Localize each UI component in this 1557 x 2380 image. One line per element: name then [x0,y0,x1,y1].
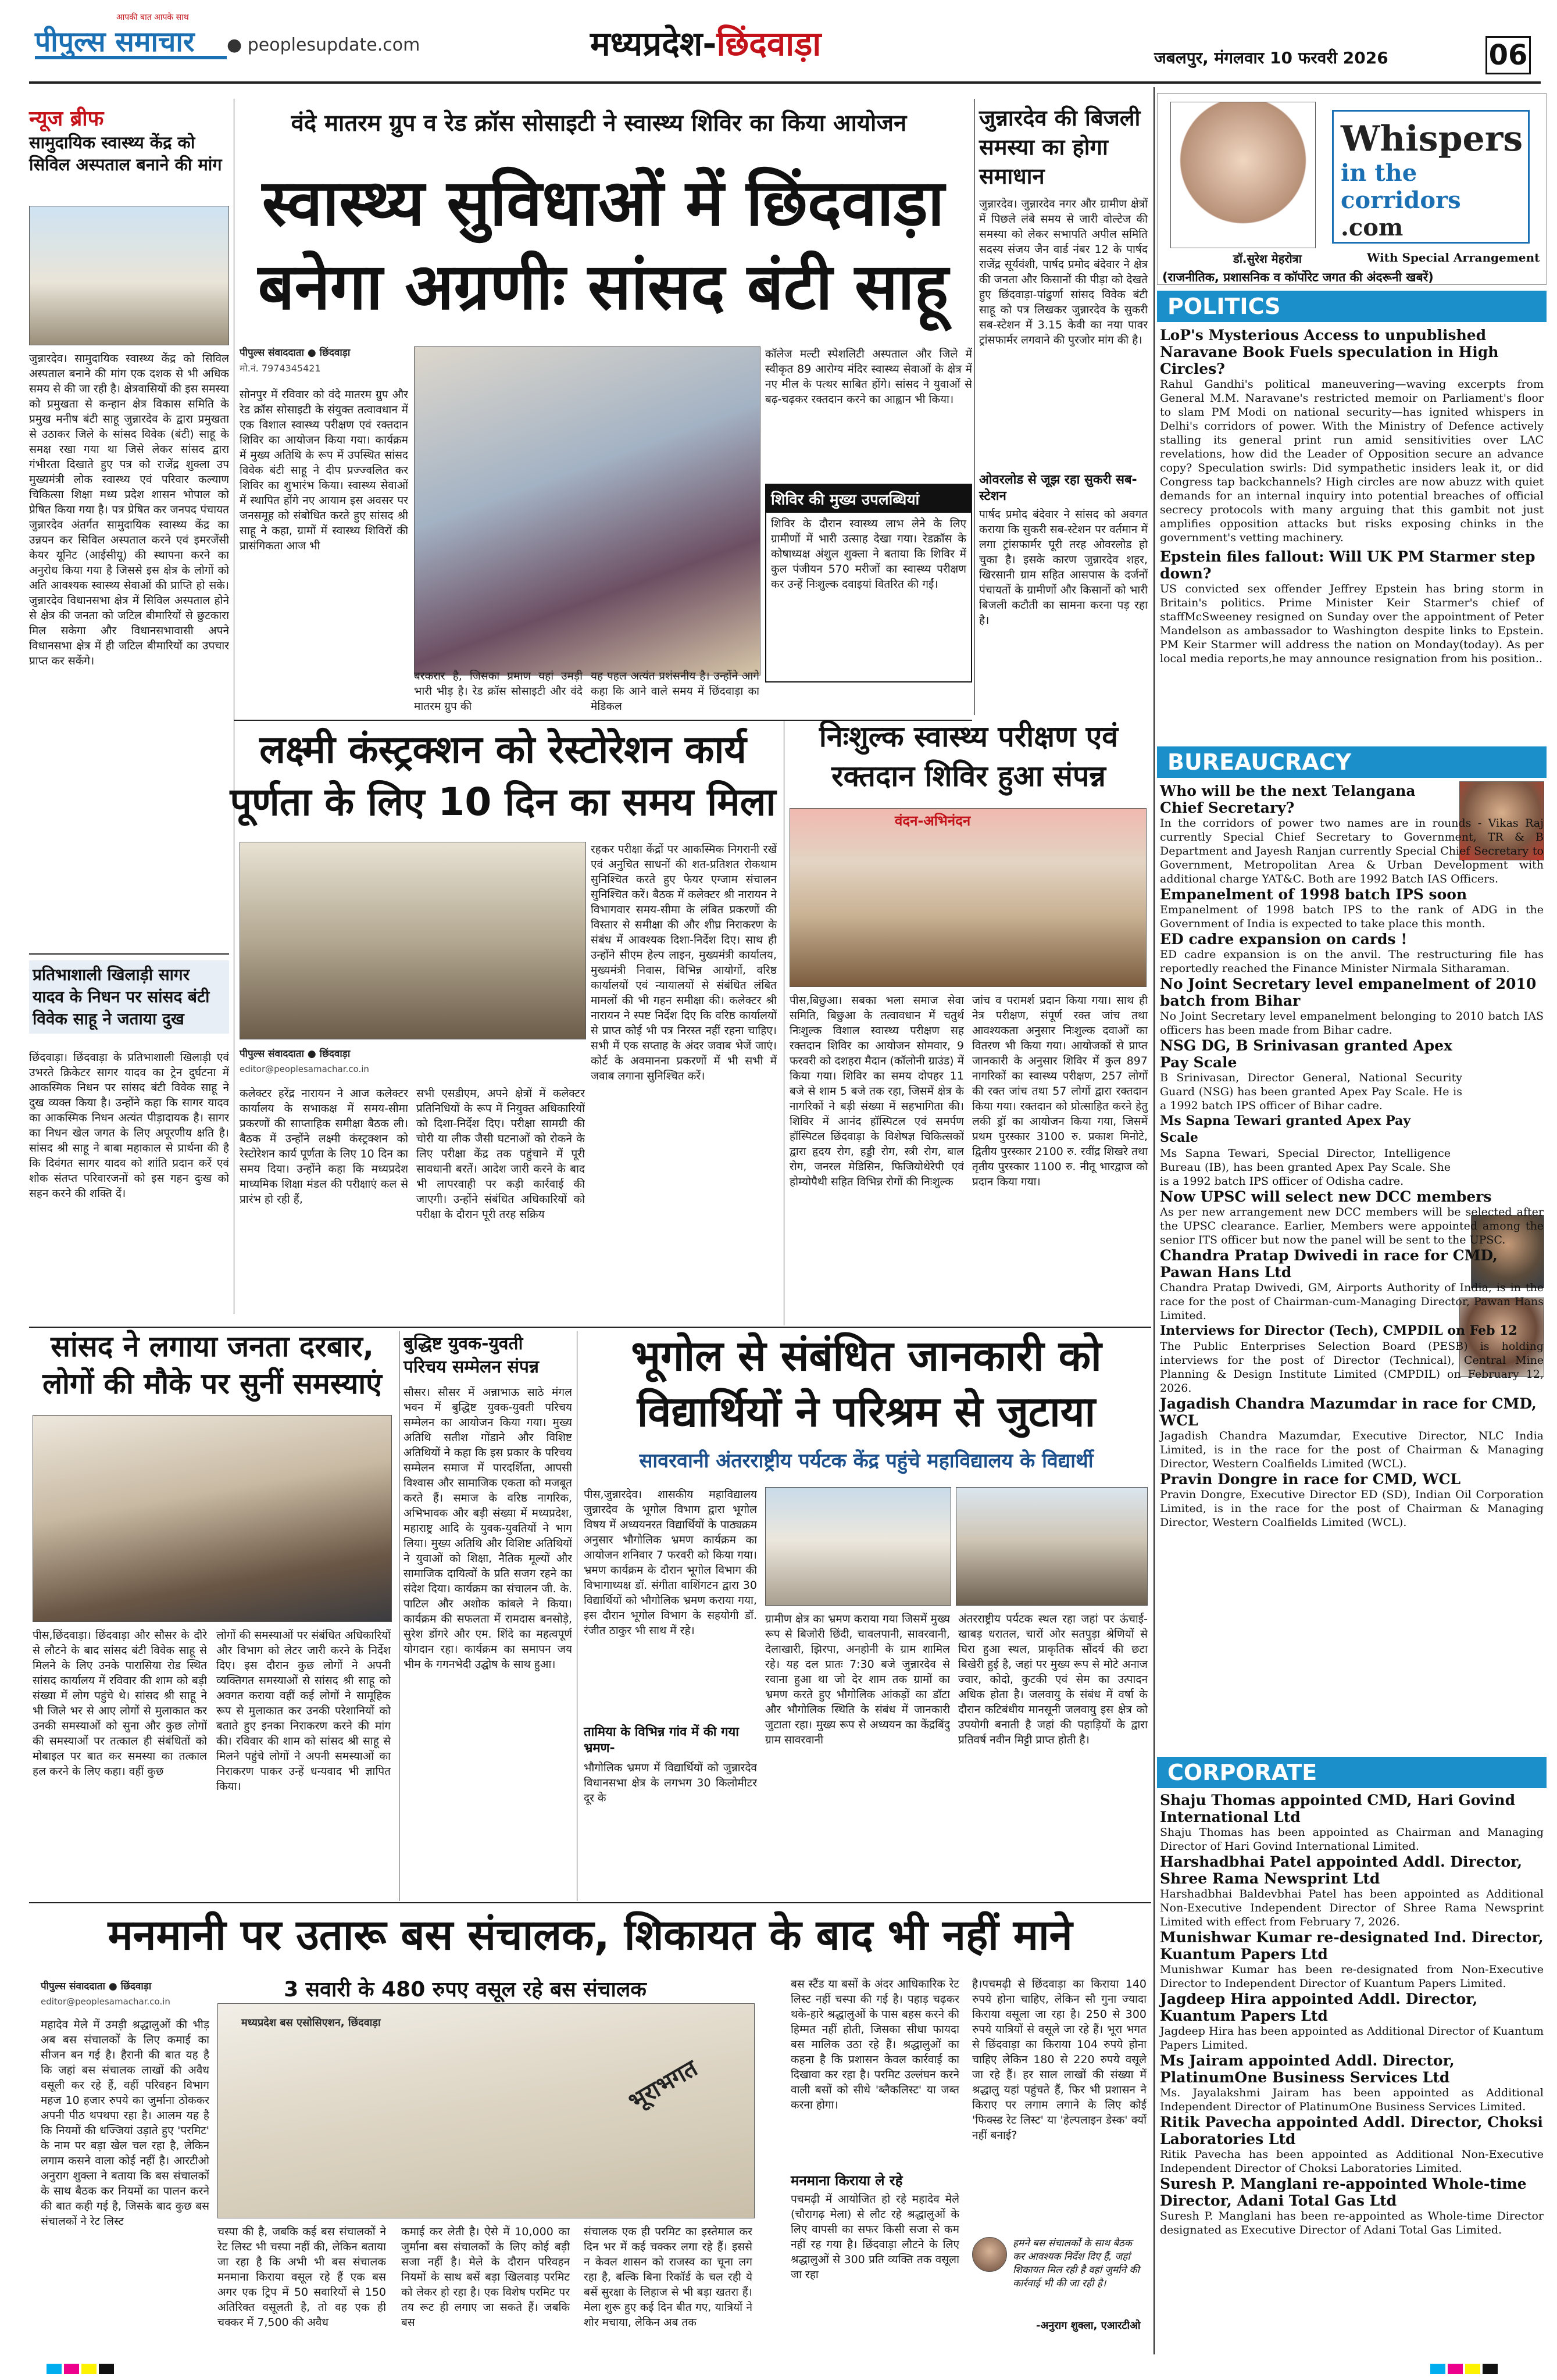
corporate-list [1160,1792,1544,2237]
corporate-7-body: Suresh P. Manglani has been re-appointed as Whole-time Director designated as Executive Director of Adani Total Gas Limited. [1160,2210,1544,2236]
lead-col-4: कॉलेज मल्टी स्पेशलिटी अस्पताल और जिले में स्वीकृत 89 आरोग्य मंदिर स्वास्थ्य सेवाओं के क्षेत्र में नए मील के पत्थर साबित होंगे। सांसद ने युवाओं से बढ़-चढ़कर रक्तदान करने का आह्वान भी किया। [765,348,972,406]
reg-magenta [64,2364,79,2374]
brief-1-body: जुन्नारदेव। सामुदायिक स्वास्थ्य केंद्र को सिविल अस्पताल बनाने की मांग एक दशक से भी अधिक समय से की जा रही है। क्षेत्रवासियों की इस समस्या को प्रमुखता से कन्हान क्षेत्र विकास समिति के प्रमुख मनीष बंटी साहू जुन्नारदेव के द्वारा प्रमुखता से उठाकर जिले के सांसद विवेक (बंटी) साहू के समक्ष रखा गया था जिसे लेकर सांसद द्वारा गंभीरता दिखाते हुए पत्र को राजेंद्र शुक्ला उप मुख्यमंत्री लोक स्वास्थ्य एवं परिवार कल्याण चिकित्सा शिक्षा मध्य प्रदेश शासन भोपाल को प्रेषित किया गया है। पत्र प्रेषित कर जनपद पंचायत जुन्नारदेव अंतर्गत सामुदायिक स्वास्थ्य केंद्र का उन्नयन कर सिविल अस्पताल करने एवं इमरजेंसी केयर यूनिट (आईसीयू) की स्थापना करने का अनुरोध किया गया है जिससे इस क्षेत्र के लोगों को अति आवश्यक स्वास्थ्य सेवाओं की प्राप्ति हो सके। जुन्नारदेव विधानसभा क्षेत्र में सिविल अस्पताल होने से क्षेत्र की जनता को जटिल बीमारियों से छुटकारा मिल सकेगा और विधानसभावासी अपने विधानसभा क्षेत्र में ही जटिल बीमारियों का उपचार प्राप्त कर सकेंगे। [29,352,229,667]
rto-photo [972,2237,1007,2272]
bhugol-subhead: तामिया के विभिन्न गांव में की गया भ्रमण- [584,1725,739,1756]
blood-photo [790,808,1147,987]
whispers-logo-3: .com [1341,214,1404,241]
page-number [1485,36,1531,74]
politics-1-title: LoP's Mysterious Access to unpublished Naravane Book Fuels speculation in High Circles? [1160,327,1499,377]
bhugol-col-2: ग्रामीण क्षेत्र का भ्रमण कराया गया जिसमें मुख्य रूप से बिजोरी छिंदी, चावलपानी, सावरवानी, देलाखारी, झिरपा, अनहोनी के ग्राम शामिल रहे। यह दल प्रातः 7:30 बजे जुन्नारदेव से रवाना हुआ था जो देर शाम तक ग्रामों का भ्रमण करते हुए भौगोलिक आंकड़ों का डॉटा और भौगोलिक स्थिति के संबंध में जानकारी जुटाता रहा। मुख्य रूप से अध्ययन का केंद्रबिंदु ग्राम सावरवानी [765,1613,950,1746]
reg-black [99,2364,114,2374]
website: ● peoplesupdate.com [227,35,420,55]
lead-col-3: यह पहल अत्यंत प्रशंसनीय है। उन्होंने आगे कहा कि आने वाले समय में छिंदवाड़ा का मेडिकल [591,670,759,713]
corporate-4-body: Jagdeep Hira has been appointed as Additional Director of Kuantum Papers Limited. [1160,2025,1544,2052]
lakshmi-email: editor@peoplesamachar.co.in [240,1064,369,1074]
whispers-logo [1332,110,1530,244]
bus-byline: पीपुल्स संवाददाता ● छिंदवाड़ा [41,1981,152,1992]
bus-col-5b: पचमढ़ी में आयोजित हो रहे महादेव मेले (चौरागढ़ मेला) से लौट रहे श्रद्धालुओं के लिए वापसी का सफर किसी सजा से कम नहीं रह गया है। छिंदवाड़ा लौटने के लिए श्रद्धालुओं से 300 प्रति व्यक्ति तक वसूला जा रहा [791,2193,959,2281]
logo-text: पीपुल्स समाचार [35,26,195,58]
bus-quote-text: हमने बस संचालकों के साथ बैठक कर आवश्यक निर्देश दिए हैं, जहां शिकायत मिल रही है वहां जुर्माने की कार्रवाई भी की जा रही है। [1013,2238,1140,2289]
lead-col-1: सोनपुर में रविवार को वंदे मातरम ग्रुप और रेड क्रॉस सोसाइटी के संयुक्त तत्वावधान में एक विशाल स्वास्थ्य परीक्षण एवं रक्तदान शिविर का आयोजन किया गया। कार्यक्रम में मुख्य अतिथि के रूप में उपस्थित सांसद विवेक बंटी साहू ने दीप प्रज्ज्वलित कर शिविर का शुभारंभ किया। स्वास्थ्य सेवाओं में स्थापित होंगे नए आयाम इस अवसर पर जनसमूह को संबोधित करते हुए सांसद श्री साहू ने कहा, ग्रामों में स्वास्थ्य शिविरों की प्रासंगिकता आज भी [240,388,408,552]
darbar-headline-1: सांसद ने लगाया जनता दरबार, [51,1330,374,1363]
blood-col-2: जांच व परामर्श प्रदान किया गया। साथ ही नेत्र परीक्षण, संपूर्ण रक्त जांच तथा आवश्यकता अनुसार निःशुल्क दवाओं का वितरण भी किया गया। आयोजकों से प्राप्त जानकारी के अनुसार शिविर में कुल 897 नागरिकों का स्वास्थ्य परीक्षण, 257 लोगों की रक्त जांच तथा 57 लोगों द्वारा रक्तदान किया गया। रक्तदान को प्रोत्साहित करने हेतु लकी ड्रॉ का आयोजन किया गया, जिसमें प्रथम पुरस्कार 3100 रु. प्रकाश मिनोटे, द्वितीय पुरस्कार 2100 रु. रवींद्र शिखरे तथा तृतीय पुरस्कार 1100 रु. नीतू भारद्वाज को प्रदान किया गया। [972,994,1148,1188]
lakshmi-col-1: कलेक्टर हरेंद्र नारायन ने आज कलेक्टर कार्यालय के सभाकक्ष में समय-सीमा प्रकरणों की साप्ताहिक समीक्षा बैठक ली। बैठक में उन्होंने लक्ष्मी कंस्ट्रक्शन को रेस्टोरेशन कार्य पूर्णता के लिए 10 दिन का समय दिया। उन्होंने कहा कि मध्यप्रदेश माध्यमिक शिक्षा मंडल की परीक्षाएं कल से प्रारंभ हो रही हैं, [240,1087,408,1206]
brief-divider [29,953,229,955]
columnist-photo [1170,102,1316,248]
news-brief-label: न्यूज ब्रीफ [29,107,104,131]
lakshmi-col-2b: सभी एसडीएम, अपने क्षेत्रों में कलेक्टर प्रतिनिधियों के रूप में नियुक्त अधिकारियों को दिशा-निर्देश दिए। परीक्षा सामग्री की चोरी या लीक जैसी घटनाओं को रोकने के लिए परीक्षा केंद्र तक पहुंचाने में पूरी सावधानी बरतें। आदेश जारी करने के बाद भी लापरवाही पर कड़ी कार्रवाई की जाएगी। उन्होंने संबंधित अधिकारियों को परीक्षा के दौरान पूरी तरह सक्रिय [416,1087,585,1221]
brief-1-title: सामुदायिक स्वास्थ्य केंद्र को सिविल अस्पताल बनाने की मांग [29,133,222,174]
section-title: मध्यप्रदेश-छिंदवाड़ा [590,24,822,63]
bus-col-5: बस स्टैंड या बसों के अंदर आधिकारिक रेट लिस्ट नहीं चस्पा की गई है। पहाड़ चढ़कर थके-हारे श्रद्धालुओं के पास बहस करने की हिम्मत नहीं होती, जिसका सीधा फायदा बस मालिक उठा रहे हैं। श्रद्धालुओं का कहना है कि प्रशासन केवल कार्रवाई का दिखावा कर रहा है। परमिट उल्लंघन करने वाली बसों को सीधे 'ब्लैकलिस्ट' या जब्त करना होगा। [791,1978,959,2111]
lead-mobile: मो.नं. 7974345421 [240,363,321,374]
bhugol-photo-2 [956,1487,1148,1606]
lead-byline-name: पीपुल्स संवाददाता [240,347,304,359]
bus-email: editor@peoplesamachar.co.in [41,1996,170,2007]
lead-box-title: शिविर की मुख्य उपलब्धियां [766,485,971,513]
corporate-2-title: Harshadbhai Patel appointed Addl. Director, Shree Rama Newsprint Ltd [1160,1853,1523,1887]
columnist-name: डॉ.सुरेश मेहरोत्रा [1233,252,1302,266]
reg-cyan-2 [1430,2364,1445,2374]
bureaucracy-11-title: Pravin Dongre in race for CMD, WCL [1160,1471,1461,1488]
darbar-col-2: लोगों की समस्याओं पर संबंधित अधिकारियों और विभाग को लेटर जारी करने के निर्देश दिए। इस दौरान कुछ लोगों ने अपनी व्यक्तिगत समस्याओं से सांसद श्री साहू को अवगत कराया वहीं कई लोगों ने सामूहिक रूप से मुलाकात कर उनकी परेशानियों को बताते हुए इनका निराकरण करने की मांग की। रविवार की शाम को सांसद श्री साहू से मिलने पहुंचे लोगों ने अपनी समस्याओं का निराकरण पाकर उन्हें धन्यवाद भी ज्ञापित किया। [216,1629,391,1793]
lead-photo [414,346,760,676]
yuvak-body: सौसर। सौसर में अन्नाभाऊ साठे मंगल भवन में बुद्धिष्ट युवक-युवती परिचय सम्मेलन का आयोजन किया गया। मुख्य अतिथि सतीश गोंडाने और विशिष्ट अतिथियों ने कहा कि इस प्रकार के परिचय सम्मेलन समाज में पारदर्शिता, आपसी विश्वास और सामाजिक एकता को मजबूत करते हैं। समाज के वरिष्ठ नागरिक, अभिभावक और बड़ी संख्या में मध्यप्रदेश, महाराष्ट्र आदि के युवक-युवतियों ने भाग लिया। मुख्य अतिथि और विशिष्ट अतिथियों ने युवाओं को शिक्षा, नैतिक मूल्यों और सामाजिक दायित्वों के प्रति सजग रहने का संदेश दिया। कार्यक्रम का संचालन जी. के. पाटिल और अशोक कांबले ने किया। कार्यक्रम की सफलता में रामदास बनसोड़े, सुरेश डोंगरे और एम. शिंदे का महत्वपूर्ण योगदान रहा। कार्यक्रम का समापन जय भीम के गगनभेदी उद्घोष के साथ हुआ। [403,1386,572,1671]
lead-box-body: शिविर के दौरान स्वास्थ्य लाभ लेने के लिए ग्रामीणों में भारी उत्साह देखा गया। रेडक्रॉस के कोषाध्यक्ष अंशुल शुक्ला ने बताया कि शिविर में कुल पंजीयन 570 मरीजों का स्वास्थ्य परीक्षण कर उन्हें निःशुल्क दवाइयां वितरित की गईं। [771,517,966,591]
bus-quote-by: -अनुराग शुक्ला, एआरटीओ [1036,2320,1141,2332]
lead-byline: पीपुल्स संवाददाता ● छिंदवाड़ा [240,347,351,359]
bureaucracy-7-body: As per new arrangement new DCC members will be selected after the UPSC clearance. Earlier, Members were appointed among the senior ITS officer but now the panel will be sent to the UPSC. [1160,1206,1544,1246]
corporate-6-title: Ritik Pavecha appointed Addl. Director, Choksi Laboratories Ltd [1160,2114,1543,2147]
bureaucracy-6-title: Ms Sapna Tewari granted Apex Pay Scale [1160,1113,1411,1145]
corporate-1-body: Shaju Thomas has been appointed as Chairman and Managing Director of Hari Govind International Limited. [1160,1826,1544,1853]
brief-2-title: प्रतिभाशाली खिलाड़ी सागर यादव के निधन पर सांसद बंटी विवेक साहू ने जताया दुख [29,960,229,1034]
bureaucracy-5-title: NSG DG, B Srinivasan granted Apex Pay Scale [1160,1037,1452,1071]
bus-quote [972,2237,1147,2336]
bureaucracy-10-title: Jagadish Chandra Mazumdar in race for CMD, WCL [1160,1395,1537,1429]
bhugol-col-1: पीस,जुन्नारदेव। शासकीय महाविद्यालय जुन्नारदेव के भूगोल विभाग द्वारा भूगोल विषय में अध्ययनरत विद्यार्थियों के पाठ्यक्रम अनुसार भौगोलिक भ्रमण कार्यक्रम का आयोजन शनिवार 7 फरवरी को किया गया। भ्रमण कार्यक्रम के दौरान भूगोल विभाग की विभागाध्यक्ष डॉ. संगीता वाशिंगटन द्वारा 30 विद्यार्थियों को भौगोलिक भ्रमण कराया गया, इस दौरान भूगोल विभाग के सहयोगी डॉ. रंजीत ठाकुर भी साथ में रहे। [584,1488,757,1637]
bus-headline: मनमानी पर उतारू बस संचालक, शिकायत के बाद भी नहीं माने [108,1910,1073,1959]
lakshmi-byline: पीपुल्स संवाददाता ● छिंदवाड़ा [240,1048,351,1060]
corporate-2-body: Harshadbhai Baldevbhai Patel has been appointed as Additional Non-Executive Independent Director of Shree Rama Newsprint Limited with effect from February 7, 2026. [1160,1888,1544,1928]
bureaucracy-1-body: In the corridors of power two names are in rounds - Vikas Raj currently Special Chief Secretary to Government, TR & B Department and Jayesh Ranjan currently Special Chief Secretary to Government, Metropolitan Area & Urban Development with additional charge YAT&C. Both are 1992 Batch IAS Officers. [1160,817,1544,885]
reg-magenta-2 [1448,2364,1463,2374]
bureaucracy-3-title: ED cadre expansion on cards ! [1160,931,1408,948]
lead-byline-place: छिंदवाड़ा [319,347,351,359]
bureaucracy-label: BUREAUCRACY [1157,746,1547,778]
bureaucracy-9-body: The Public Enterprises Selection Board (PESB) is holding interviews for the post of Director (Technical), Central Mine Planning & Design Institute Limited (CMPDIL) on February 12, 2026. [1160,1340,1544,1395]
blood-col-1: पीस,बिछुआ। सबका भला समाज सेवा समिति, बिछुआ के तत्वावधान में चतुर्थ निःशुल्क विशाल स्वास्थ्य परीक्षण सह रक्तदान शिविर का आयोजन सोमवार, 9 फरवरी को दशहरा मैदान (कॉलोनी ग्राउंड) में किया गया। शिविर का समय दोपहर 11 बजे से शाम 5 बजे तक रहा, जिसमें क्षेत्र के नागरिकों ने बड़ी संख्या में सहभागिता की। शिविर में आनंद हॉस्पिटल एवं समर्पण हॉस्पिटल छिंदवाड़ा के विशेषज्ञ चिकित्सकों द्वारा हृदय रोग, हड्डी रोग, स्त्री रोग, बाल रोग, जनरल मेडिसिन, फिजियोथेरेपी एवं होम्योपैथी सहित विभिन्न रोगों की निःशुल्क [790,994,964,1188]
bus-byline-name: पीपुल्स संवाददाता [41,1981,105,1992]
bhugol-headline-2: विद्यार्थियों ने परिश्रम से जुटाया [637,1387,1096,1436]
lead-headline-1: स्वास्थ्य सुविधाओं में छिंदवाड़ा [262,166,945,240]
section-state: मध्यप्रदेश [590,24,703,63]
reg-yellow [81,2364,97,2374]
bus-col-4: संचालक एक ही परमिट का इस्तेमाल कर दिन भर में कई चक्कर लगा रहे हैं। इससे न केवल शासन को राजस्व का चूना लग रहा है, बल्कि बिना रिकॉर्ड के चल रही ये बसें सुरक्षा के लिहाज से भी बड़ा खतरा हैं। मेला शुरू हुए कई दिन बीत गए, यात्रियों ने शोर मचाया, लेकिन अब तक [584,2225,752,2329]
bus-sign-text: भूराभगत [624,2054,702,2115]
lakshmi-col-3: रहकर परीक्षा केंद्रों पर आकस्मिक निगरानी रखें एवं अनुचित साधनों की शत-प्रतिशत रोकथाम सुनिश्चित करते हुए फेयर एग्जाम संचालन सुनिश्चित करें। बैठक में कलेक्टर श्री नारायन ने विभागवार समय-सीमा के लंबित प्रकरणों की विस्तार से समीक्षा की और शीघ्र निराकरण के संबंध में आवश्यक दिशा-निर्देश दिए। साथ ही उन्होंने सीएम हेल्प लाइन, मुख्यमंत्री कार्यालय, मुख्यमंत्री निवास, विभिन्न आयोगों, वरिष्ठ कार्यालयों एवं न्यायालयों से संबंधित लंबित मामलों की भी गहन समीक्षा की। कलेक्टर श्री नारायन ने स्पष्ट निर्देश दिए कि वरिष्ठ कार्यालयों से प्राप्त कोई भी पत्र निरस्त नहीं रहना चाहिए। सभी में एक सप्ताह के अंदर जवाब भेजें जाएं। कोर्ट के अवमानना प्रकरणों में भी सभी में जवाब लगाना सुनिश्चित करें। [591,843,777,1082]
section-district: छिंदवाड़ा [716,24,822,63]
lower-rule [29,1902,1151,1903]
website-text: peoplesupdate.com [247,35,420,55]
bureaucracy-2-title: Empanelment of 1998 batch IPS soon [1160,886,1467,903]
lakshmi-byline-place: छिंदवाड़ा [319,1048,351,1060]
corporate-7-title: Suresh P. Manglani re-appointed Whole-time Director, Adani Total Gas Ltd [1160,2175,1527,2209]
bus-col-3: कमाई कर लेती है। ऐसे में 10,000 का जुर्माना बस संचालकों के लिए कोई बड़ी सजा नहीं है। मेले के दौरान परिवहन नियमों के साथ बसें बड़ा खिलवाड़ परमिट को लेकर हो रहा है। एक विशेष परमिट पर तय रूट ही लगाए जा सकते हैं। जबकि बस [401,2225,570,2329]
corporate-6-body: Ritik Pavecha has been appointed as Additional Non-Executive Independent Director of Choksi Laboratories Limited. [1160,2148,1544,2175]
lead-col-2: बरकरार है, जिसका प्रमाण यहां उमड़ी भारी भीड़ है। रेड क्रॉस सोसाइटी और वंदे मातरम ग्रुप की [414,670,583,713]
politics-label: POLITICS [1157,291,1547,322]
reg-black-2 [1483,2364,1498,2374]
bus-subhead: मनमाना किराया ले रहे [791,2172,903,2189]
politics-2-body: US convicted sex offender Jeffrey Epstein has bring storm in Britain's politics. Prime Minister Keir Starmer's chief of staffMcSweeney resigned on Sunday over the appointment of Peter Mandelson as ambassador to Washington despite links to Epstein. PM Keir Starmer will address the nation on Monday(today). As per local media reports,he may announce resignation from his position.. [1160,583,1544,665]
bhugol-photo-1 [765,1487,951,1606]
whispers-logo-1: Whispers [1341,119,1523,159]
bus-col-2: चस्पा की है, जबकि कई बस संचालकों ने रेट लिस्ट भी चस्पा नहीं की, लेकिन बताया जा रहा है कि अभी भी बस संचालक मनमाना किराया वसूल रहे हैं एक बस अगर एक ट्रिप में 50 सवारियों से 150 अतिरिक्त वसूलती है, तो वह एक ही चक्कर में 7,500 की अवैध [217,2225,386,2329]
corporate-label: CORPORATE [1157,1757,1547,1788]
bureaucracy-9-title: Interviews for Director (Tech), CMPDIL on Feb 12 [1160,1323,1517,1338]
bus-col-1: महादेव मेले में उमड़ी श्रद्धालुओं की भीड़ अब बस संचालकों के लिए कमाई का सीजन बन गई है। हैरानी की बात यह है कि जहां बस संचालक लाखों की अवैध वसूली कर रहे हैं, वहीं परिवहन विभाग महज 10 हजार रुपये का जुर्माना ठोककर अपनी पीठ थपथपा रहा है। आलम यह है कि नियमों की धज्जियां उड़ाते हुए 'परमिट' के नाम पर बड़ा खेल चल रहा है, लेकिन लगाम कसने वाला कोई नहीं है। आरटीओ अनुराग शुक्ला ने बताया कि बस संचालकों के साथ बैठक कर नियमों का पालन करने की बात कही गई है, जिसके बाद कुछ बस संचालकों ने रेट लिस्ट [41,2018,209,2228]
masthead-rule [29,81,1541,84]
reg-yellow-2 [1465,2364,1480,2374]
bureaucracy-3-body: ED cadre expansion is on the anvil. The restructuring file has reportedly reached the Finance Minister Nirmala Sitharaman. [1160,948,1544,975]
col-rule-power [974,99,975,715]
whispers-logo-2: in the corridors [1341,159,1461,214]
issue-date: जबलपुर, मंगलवार 10 फरवरी 2026 [1154,48,1388,67]
corporate-1-title: Shaju Thomas appointed CMD, Hari Govind International Ltd [1160,1792,1516,1825]
yuvak-headline-2: परिचय सम्मेलन संपन्न [403,1357,540,1377]
power-body-2: पार्षद प्रमोद बंदेवार ने सांसद को अवगत कराया कि सुकरी सब-स्टेशन पर वर्तमान में लगा ट्रांसफार्मर पूरी तरह ओवरलोड हो चुका है। इसके कारण जुन्नारदेव शहर, खिरसानी ग्राम सहित आसपास के दर्जनों पंचायतों के ग्रामीणों और किसानों को भारी बिजली कटौती का सामना करना पड़ रहा है। [979,508,1148,627]
yuvak-headline-1: बुद्धिष्ट युवक-युवती [403,1334,523,1354]
lakshmi-byline-name: पीपुल्स संवाददाता [240,1048,304,1060]
lead-highlight-box [765,484,972,682]
lakshmi-headline-1: लक्ष्मी कंस्ट्रक्शन को रेस्टोरेशन कार्य [259,727,747,772]
corporate-5-title: Ms Jairam appointed Addl. Director, PlatinumOne Business Services Ltd [1160,2052,1455,2086]
bureaucracy-1-title: Who will be the next Telangana Chief Secretary? [1160,782,1416,816]
blood-headline-2: रक्तदान शिविर हुआ संपन्न [831,759,1106,793]
bureaucracy-5-body: B Srinivasan, Director General, National Security Guard (NSG) has been granted Apex Pay Scale. He is a 1992 batch IPS officer of Bihar cadre. [1160,1071,1462,1112]
bureaucracy-6-body: Ms Sapna Tewari, Special Director, Intelligence Bureau (IB), has been granted Apex Pay Scale. She is a 1992 batch IPS officer of Odisha cadre. [1160,1147,1451,1188]
bhugol-headline-1: भूगोल से संबंधित जानकारी को [631,1331,1102,1380]
brief-1-photo [29,206,229,345]
bhugol-col-3: अंतरराष्ट्रीय पर्यटक स्थल रहा जहां पर ऊंचाई-खाबड़ धरातल, चारों ओर सतपुड़ा श्रेणियों से घिरा हुआ स्थल, प्राकृतिक सौंदर्य की छटा बिखेरी हुई है, जहां पर मुख्य रूप से मोटे अनाज ज्वार, कोदो, कुटकी एवं सेम का उत्पादन अधिक होता है। जलवायु के संबंध में वर्षा के दौरान कटिबंधीय मानसूनी जलवायु इस क्षेत्र को उपयोगी बनाती है जहां की पहाड़ियों के द्वारा प्रतिवर्ष नवीन मिट्टी प्राप्त होती है। [958,1613,1148,1746]
bureaucracy-4-title: No Joint Secretary level empanelment of 2010 batch from Bihar [1160,975,1537,1009]
corporate-4-title: Jagdeep Hira appointed Addl. Director, Kuantum Papers Ltd [1160,1991,1478,2024]
bus-kicker: 3 सवारी के 480 रुपए वसूल रहे बस संचालक [284,1978,647,2002]
bus-col-6: है।पचमढ़ी से छिंदवाड़ा का किराया 140 रुपये होना चाहिए, लेकिन सौ गुना ज्यादा किराया वसूला जा रहा है। 250 से 300 रुपये यात्रियों से वसूले जा रहे हैं। भूरा भगत से छिंदवाड़ा का किराया 104 रुपये होना चाहिए लेकिन 180 से 220 रुपये वसूले जा रहे हैं। हर साल लाखों की संख्या में श्रद्धालु यहां पहुंचते हैं, फिर भी प्रशासन ने किराए पर लगाम लगाने के लिए कोई 'फिक्स्ड रेट लिस्ट' या 'हेल्पलाइन डेस्क' क्यों नहीं बनाई? [972,1978,1147,2142]
whispers-arrangement: With Special Arrangement [1367,251,1540,265]
bureaucracy-2-body: Empanelment of 1998 batch IPS to the rank of ADG in the Government of India is expected to take place this month. [1160,903,1544,930]
bus-byline-place: छिंदवाड़ा [120,1981,152,1992]
politics-1-body: Rahul Gandhi's political maneuvering—waving excerpts from General M.M. Naravane's restricted memoir on Parliament's floor to slam PM Modi on national security—has ignited whispers in Delhi's corridors of power. With the Ministry of Defence actively stalling its general print run amid sensitivities over LAC revelations, how did the Leader of Opposition secure an advance copy? Speculation swirls: Did sympathetic insiders leak it, or did Congress tap backchannels? High circles are now abuzz with quiet demands for an internal inquiry into potential breaches of official secrecy protocols with many arguing that this gambit not just amplifies opposition attacks but risks exposing chinks in the government's vetting machinery. [1160,378,1544,544]
corporate-3-body: Munishwar Kumar has been re-designated from Non-Executive Director to Independent Director of Kuantum Papers Limited. [1160,1963,1544,1990]
darbar-photo [33,1415,392,1622]
bureaucracy-4-body: No Joint Secretary level empanelment belonging to 2010 batch IAS officers has been made from Bihar cadre. [1160,1010,1544,1037]
lead-kicker: वंदे मातरम ग्रुप व रेड क्रॉस सोसाइटी ने स्वास्थ्य शिविर का किया आयोजन [291,110,907,137]
bureaucracy-10-body: Jagadish Chandra Mazumdar, Executive Director, NLC India Limited, is in the race for the post of Chairman & Managing Director, Western Coalfields Limited (WCL). [1160,1430,1544,1470]
bureaucracy-8-title: Chandra Pratap Dwivedi in race for CMD, Pawan Hans Ltd [1160,1247,1498,1281]
reg-cyan [47,2364,62,2374]
whispers-tagline: (राजनीतिक, प्रशासनिक व कॉर्पोरेट जगत की अंदरूनी खबरें) [1162,270,1434,284]
whispers-header [1157,93,1547,285]
bureaucracy-list [1160,782,1544,1530]
col-rule-right [1154,87,1155,2354]
power-body: जुन्नारदेव। जुन्नारदेव नगर और ग्रामीण क्षेत्रों में पिछले लंबे समय से जारी वोल्टेज की समस्या को लेकर सभापति अपील समिति सदस्य संजय जैन वार्ड नंबर 12 के पार्षद राजेंद्र सूर्यवंशी, पार्षद प्रमोद बंदेवार ने क्षेत्र की जनता और किसानों की पीड़ा को देखते हुए छिंदवाड़ा-पांढुर्णा सांसद विवेक बंटी साहू को पत्र लिखकर जुन्नारदेव के सुकरी सब-स्टेशन में 3.15 केवी का नया पावर ट्रांसफार्मर लगवाने की पुरजोर मांग की है। [979,198,1148,346]
corporate-3-title: Munishwar Kumar re-designated Ind. Director, Kuantum Papers Ltd [1160,1929,1544,1963]
bureaucracy-11-body: Pravin Dongre, Executive Director ED (SD), Indian Oil Corporation Limited, is in the race for the post of Chairman & Managing Director, Western Coalfields Limited (WCL). [1160,1488,1544,1529]
bureaucracy-8-body: Chandra Pratap Dwivedi, GM, Airports Authority of India, is in the race for the post of Chairman-cum-Managing Director, Pawan Hans Limited. [1160,1281,1544,1322]
page-number-text: 06 [1488,39,1528,72]
darbar-col-1: पीस,छिंदवाड़ा। छिंदवाड़ा और सौसर के दौरे से लौटने के बाद सांसद बंटी विवेक साहू से मिलने के लिए उनके पारासिया रोड स्थित सांसद कार्यालय में रविवार की शाम को बड़ी संख्या में लोग पहुंचे थे। सांसद श्री साहू ने भी जिले भर से आए लोगों से मुलाकात कर उनकी समस्याओं को सुना और कुछ लोगों की समस्याओं पर तत्काल ही संबंधितों को मोबाइल पर बात कर समस्या का तत्काल हल करने के लिए कहा। वहीं कुछ [33,1629,207,1778]
bus-photo [217,2003,755,2218]
bureaucracy-7-title: Now UPSC will select new DCC members [1160,1188,1492,1205]
masthead [0,0,1557,81]
bhugol-col-1b: भौगोलिक भ्रमण में विद्यार्थियों को जुन्नारदेव विधानसभा क्षेत्र के लगभग 30 किलोमीटर दूर के [584,1761,757,1804]
lakshmi-headline-2: पूर्णता के लिए 10 दिन का समय मिला [230,780,776,824]
politics-list [1160,327,1544,666]
lead-headline-2: बनेगा अग्रणीः सांसद बंटी साहू [258,249,949,324]
bhugol-kicker: सावरवानी अंतरराष्ट्रीय पर्यटक केंद्र पहुंचे महाविद्यालय के विद्यार्थी [639,1449,1094,1473]
brief-2-body: छिंदवाड़ा। छिंदवाड़ा के प्रतिभाशाली खिलाड़ी एवं उभरते क्रिकेटर सागर यादव का ट्रेन दुर्घटना में आकस्मिक निधन पर सांसद बंटी विवेक साहू ने दुख व्यक्त किया है। उन्होंने कहा कि सागर यादव का आकस्मिक निधन अत्यंत पीड़ादायक है। सागर का निधन खेल जगत के लिए अपूरणीय क्षति है। सांसद श्री साहू ने बाबा महाकाल से प्रार्थना की है कि दिवंगत सागर यादव को शांति प्रदान करें एवं शोक संतप्त परिवारजनों को इस गहन दुःख को सहन करने की शक्ति दें। [29,1051,229,1200]
politics-2-title: Epstein files fallout: Will UK PM Starmer step down? [1160,548,1535,582]
lakshmi-photo [240,842,586,1039]
power-subhead: ओवरलोड से जूझ रहा सुकरी सब-स्टेशन [979,473,1137,503]
corporate-5-body: Ms. Jayalakshmi Jairam has been appointed as Additional Independent Director of PlatinumOne Business Services Limited. [1160,2086,1544,2113]
tagline: आपकी बात आपके साथ [116,13,189,22]
blood-headline-1: निःशुल्क स्वास्थ्य परीक्षण एवं [819,720,1119,753]
bus-ticket-text: मध्यप्रदेश बस एसोसिएशन, छिंदवाड़ा [241,2017,381,2029]
blood-banner: वंदन-अभिनंदन [895,813,971,829]
logo [35,22,227,59]
power-headline: जुन्नारदेव की बिजली समस्या का होगा समाधान [979,105,1141,189]
darbar-headline-2: लोगों की मौके पर सुनीं समस्याएं [42,1367,382,1400]
